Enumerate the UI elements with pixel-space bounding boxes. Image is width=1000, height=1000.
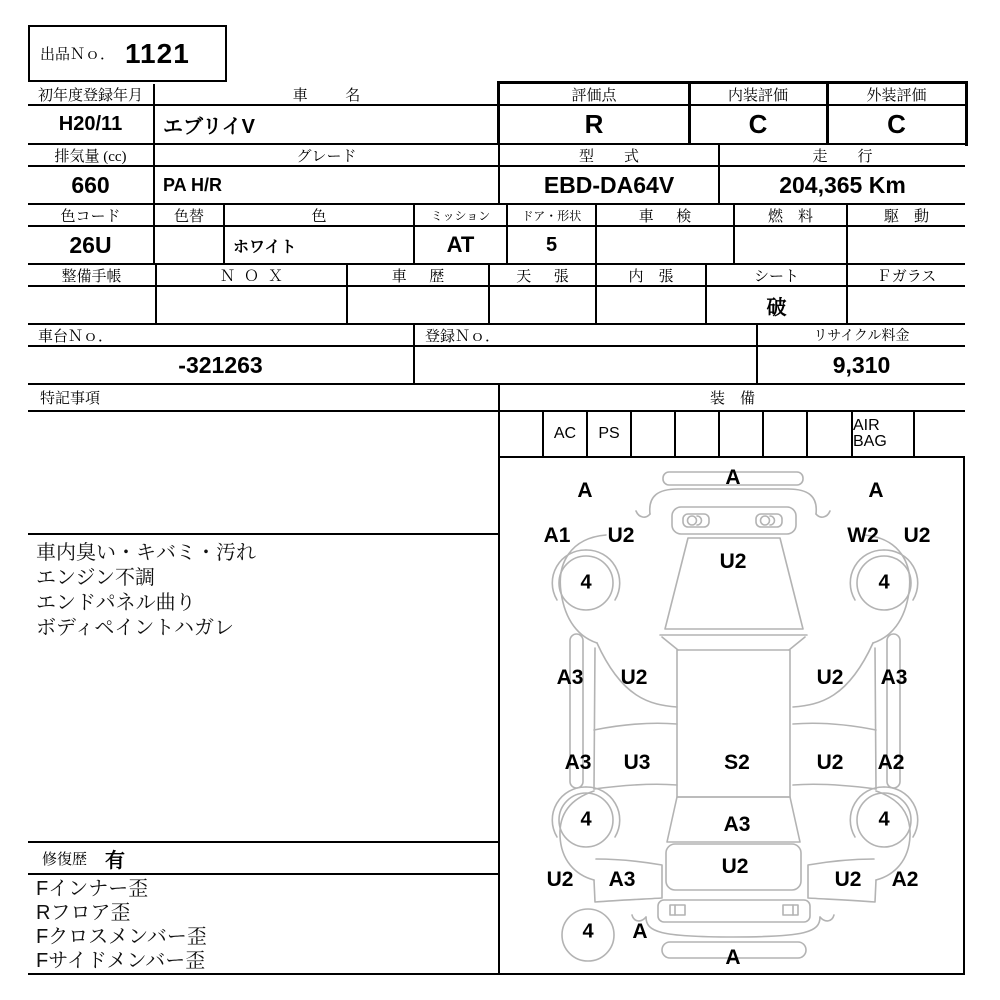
eval-outline-right <box>965 81 968 146</box>
equipment-cell-empty <box>720 412 764 456</box>
equipment-cell-empty <box>915 412 963 456</box>
field-history-value <box>348 287 488 323</box>
field-model-code-label: 型式 <box>500 145 718 167</box>
equipment-cell-empty <box>632 412 676 456</box>
field-chassis-no-value: -321263 <box>178 351 263 378</box>
damage-code: U2 <box>620 666 648 689</box>
damage-code: A <box>632 920 648 943</box>
equipment-cell-ps: PS <box>588 412 632 456</box>
field-color-change <box>155 205 225 265</box>
field-reg-date-value: H20/11 <box>58 113 123 135</box>
field-doors-label: ドア・形状 <box>508 205 595 227</box>
field-transmission-label: ミッション <box>415 205 506 227</box>
field-f-glass-value <box>848 287 965 323</box>
field-inspection <box>597 205 735 265</box>
field-exterior-grade-value: C <box>887 109 906 139</box>
damage-code: U2 <box>816 666 844 689</box>
field-exterior-grade-label: 外装評価 <box>828 84 965 106</box>
field-grade-value: PA H/R <box>163 174 223 195</box>
field-headliner <box>490 265 597 325</box>
field-grade <box>155 145 500 205</box>
field-car-name <box>155 84 500 145</box>
field-inspection-label: 車検 <box>597 205 733 227</box>
field-displacement-label: 排気量 (cc) <box>28 145 153 167</box>
repair-history-header <box>28 843 500 875</box>
damage-code: W2 <box>847 524 879 547</box>
field-interior-grade-label: 内装評価 <box>690 84 826 106</box>
field-doors-value: 5 <box>545 233 558 256</box>
damage-code: A3 <box>556 666 584 689</box>
damage-code: A <box>577 479 593 502</box>
equipment-cell-empty <box>808 412 853 456</box>
damage-code: U2 <box>816 751 844 774</box>
equipment-cell-empty <box>500 412 544 456</box>
field-transmission <box>415 205 508 265</box>
special-note-line: 車内臭い・キバミ・汚れ <box>36 542 256 564</box>
special-note-line: エンジン不調 <box>36 567 155 589</box>
damage-code: A3 <box>723 813 751 836</box>
field-headliner-label: 天張 <box>490 265 595 287</box>
special-note-line: ボディペイントハガレ <box>36 617 234 639</box>
damage-code: A3 <box>880 666 908 689</box>
special-notes-empty-box <box>28 412 500 535</box>
field-mileage-label: 走行 <box>720 145 965 167</box>
field-color-change-label: 色替 <box>155 205 223 227</box>
field-fuel <box>735 205 848 265</box>
field-mileage-value: 204,365 Km <box>779 171 906 198</box>
field-color-code <box>28 205 155 265</box>
damage-code: A2 <box>877 751 905 774</box>
field-color-code-label: 色コード <box>28 205 153 227</box>
field-model-code <box>500 145 720 205</box>
field-nox-label: ＮＯＸ <box>157 265 346 287</box>
field-transmission-value: AT <box>446 232 475 257</box>
field-seat <box>707 265 848 325</box>
damage-code: U2 <box>607 524 635 547</box>
damage-code: U2 <box>903 524 931 547</box>
field-chassis-no <box>28 325 415 385</box>
field-model-code-value: EBD-DA64V <box>543 171 675 198</box>
repair-history-status: 有 <box>105 849 126 872</box>
damage-code: 4 <box>582 920 594 943</box>
car-damage-diagram <box>500 458 965 975</box>
damage-code: A <box>725 466 741 489</box>
field-chassis-no-label: 車台Ｎｏ． <box>28 325 413 347</box>
field-f-glass <box>848 265 965 325</box>
field-color-code-value: 26U <box>69 231 112 258</box>
auction-number-value: 1121 <box>125 37 190 69</box>
auction-number-box <box>28 25 227 82</box>
field-drive-value <box>848 227 965 263</box>
equipment-cell-ac: AC <box>544 412 588 456</box>
damage-code: A <box>725 946 741 969</box>
damage-code: 4 <box>878 571 890 594</box>
damage-code: U2 <box>546 868 574 891</box>
special-note-line: エンドパネル曲り <box>36 592 196 614</box>
auction-number-label: 出品Ｎｏ． <box>40 47 116 63</box>
damage-code: U2 <box>834 868 862 891</box>
field-registration-no <box>415 325 758 385</box>
field-score-label: 評価点 <box>500 84 688 106</box>
field-history <box>348 265 490 325</box>
field-mileage <box>720 145 965 205</box>
field-drive <box>848 205 965 265</box>
damage-code: A1 <box>543 524 571 547</box>
damage-code: S2 <box>724 751 750 774</box>
special-notes-list <box>28 535 500 843</box>
damage-code: A3 <box>608 868 636 891</box>
repair-details-list <box>28 875 500 973</box>
repair-detail-line: Rフロア歪 <box>36 902 131 924</box>
field-interior-grade-value: C <box>748 109 768 139</box>
field-color <box>225 205 415 265</box>
field-headliner-value <box>490 287 595 323</box>
field-car-name-value: エブリイV <box>163 116 255 138</box>
field-interior-trim <box>597 265 707 325</box>
damage-code: A3 <box>564 751 592 774</box>
field-registration-no-value <box>415 347 756 383</box>
special-notes-header <box>28 385 500 412</box>
field-score <box>500 84 690 145</box>
damage-code: A <box>868 479 884 502</box>
field-grade-label: グレード <box>155 145 498 167</box>
repair-detail-line: Fインナー歪 <box>36 878 149 900</box>
field-service-book-value <box>28 287 155 323</box>
equipment-cell-empty <box>764 412 808 456</box>
field-drive-label: 駆動 <box>848 205 965 227</box>
field-doors <box>508 205 597 265</box>
equipment-row <box>500 412 965 458</box>
field-reg-date <box>28 84 155 145</box>
field-score-value: R <box>584 109 604 139</box>
field-color-change-value <box>155 227 223 263</box>
special-notes-title: 特記事項 <box>40 391 101 407</box>
damage-code: 4 <box>580 808 592 831</box>
field-service-book <box>28 265 157 325</box>
field-exterior-grade <box>828 84 965 145</box>
field-registration-no-label: 登録Ｎｏ． <box>415 325 756 347</box>
field-service-book-label: 整備手帳 <box>28 265 155 287</box>
equipment-title: 装備 <box>709 391 770 407</box>
field-nox <box>157 265 348 325</box>
equipment-cell-air-bag: AIR BAG <box>853 412 915 456</box>
field-reg-date-label: 初年度登録年月 <box>28 84 153 106</box>
field-interior-trim-value <box>597 287 705 323</box>
field-displacement-value: 660 <box>71 171 110 198</box>
field-inspection-value <box>597 227 733 263</box>
field-recycle-fee <box>758 325 965 385</box>
field-fuel-value <box>735 227 846 263</box>
equipment-header <box>500 385 965 412</box>
field-nox-value <box>157 287 346 323</box>
repair-history-label: 修復歴 <box>42 851 88 868</box>
field-seat-value: 破 <box>766 296 787 319</box>
field-displacement <box>28 145 155 205</box>
repair-detail-line: Fクロスメンバー歪 <box>36 926 207 948</box>
damage-code: U2 <box>721 855 749 878</box>
field-recycle-fee-value: 9,310 <box>832 351 891 378</box>
repair-detail-line: Fサイドメンバー歪 <box>36 950 206 972</box>
field-interior-trim-label: 内張 <box>597 265 705 287</box>
equipment-cell-empty <box>676 412 720 456</box>
field-fuel-label: 燃料 <box>735 205 846 227</box>
damage-code: U3 <box>623 751 651 774</box>
field-color-label: 色 <box>225 205 413 227</box>
damage-code: U2 <box>719 550 747 573</box>
field-interior-grade <box>690 84 828 145</box>
damage-code: A2 <box>891 868 919 891</box>
damage-code: 4 <box>878 808 890 831</box>
field-seat-label: シート <box>707 265 846 287</box>
damage-code: 4 <box>580 571 592 594</box>
field-recycle-fee-label: リサイクル料金 <box>758 325 965 347</box>
field-f-glass-label: Ｆガラス <box>848 265 965 287</box>
field-history-label: 車歴 <box>348 265 488 287</box>
field-car-name-label: 車名 <box>155 84 498 106</box>
field-color-value: ホワイト <box>233 238 297 256</box>
